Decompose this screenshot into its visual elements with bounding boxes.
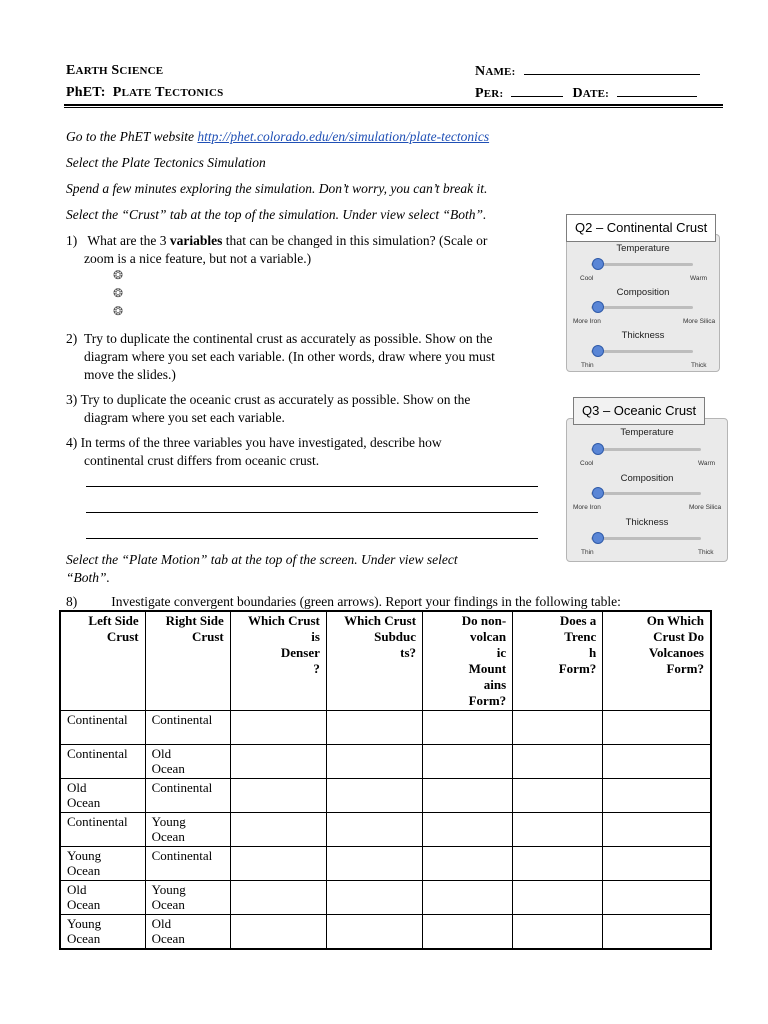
crust-cell-line: Continental [67,814,128,829]
answer-cell[interactable] [603,847,711,881]
answer-cell[interactable] [326,711,422,745]
intro-line-3: Spend a few minutes exploring the simulation. Don’t worry, you can’t break it. [66,181,488,196]
course-title: EARTH SCIENCE [66,63,164,78]
answer-line-1[interactable] [86,486,538,487]
crust-cell-line: Young [151,882,186,897]
thickness-label: Thickness [625,517,669,528]
question-2: 2) Try to duplicate the continental crust as accurately as possible. Show on the diagram where you set each variable. (In other words, draw where you must move the slides.) [66,331,495,382]
column-header-line: Form? [666,661,704,676]
answer-line-3[interactable] [86,538,538,539]
column-header-line: Form? [468,693,507,708]
table-row [60,881,711,915]
temperature-thumb[interactable] [592,443,604,455]
crust-cell-line: Continental [67,746,128,761]
crust-cell [145,915,230,950]
answer-cell[interactable] [513,745,603,779]
crust-cell-line: Ocean [67,795,101,810]
crust-cell-line: Ocean [67,863,101,878]
answer-cell[interactable] [423,711,513,745]
warm-label: Warm [698,460,716,467]
thickness-slider[interactable] [591,537,701,540]
answer-cell[interactable] [603,813,711,847]
answer-cell[interactable] [513,881,603,915]
more-iron-label: More Iron [573,504,601,511]
crust-cell [60,779,145,813]
column-header-line: ? [313,661,320,676]
crust-cell-line: Continental [151,848,213,863]
crust-cell-line: Continental [151,780,213,795]
date-blank[interactable] [617,84,697,97]
warm-label: Warm [690,275,708,282]
temperature-slider[interactable] [591,448,701,451]
thickness-slider[interactable] [591,350,693,353]
table-row [60,711,711,745]
question-8: 8) Investigate convergent boundaries (green arrows). Report your findings in the following table: [66,594,621,609]
thin-label: Thin [581,362,594,369]
crust-cell-line: Ocean [151,931,185,946]
answer-cell[interactable] [513,847,603,881]
table-row [60,847,711,881]
intro-line-4: Select the “Crust” tab at the top of the simulation. Under view select “Both”. [66,207,487,222]
cool-label: Cool [580,275,594,282]
answer-cell[interactable] [603,881,711,915]
answer-cell[interactable] [513,915,603,950]
column-header-line: ains [483,677,507,692]
crust-cell [60,745,145,779]
answer-cell[interactable] [230,813,326,847]
question-4: 4) In terms of the three variables you have investigated, describe how continental crust differs from oceanic crust. [66,435,442,468]
answer-cell[interactable] [603,915,711,950]
answer-cell[interactable] [326,915,422,950]
crust-cell [145,711,230,745]
answer-cell[interactable] [423,813,513,847]
answer-cell[interactable] [326,779,422,813]
composition-thumb[interactable] [592,487,604,499]
column-header [145,611,230,711]
column-header-line: Crust Do [653,629,704,644]
column-header-line: is [311,629,320,644]
composition-thumb[interactable] [592,301,604,313]
answer-bullet-1: ❂ [113,268,124,282]
column-header-line: Right Side [165,613,224,628]
crust-cell-line: Ocean [67,931,101,946]
crust-cell [60,813,145,847]
answer-cell[interactable] [230,711,326,745]
answer-cell[interactable] [230,779,326,813]
crust-cell-line: Young [67,848,102,863]
column-header [230,611,326,711]
plate-motion-instruction: Select the “Plate Motion” tab at the top of the screen. Under view select “Both”. [66,552,458,585]
more-silica-label: More Silica [689,504,722,511]
crust-cell-line: Ocean [151,897,185,912]
column-header-line: ts? [400,645,417,660]
name-blank[interactable] [524,62,700,75]
column-header-line: ic [496,645,507,660]
column-header-line: Subduc [374,629,417,644]
column-header-line: Form? [558,661,597,676]
answer-cell[interactable] [326,745,422,779]
column-header-line: Do non- [461,613,507,628]
per-blank[interactable] [511,84,563,97]
column-header-line: Volcanoes [648,645,704,660]
composition-label: Composition [620,473,674,484]
q3-panel-title: Q3 – Oceanic Crust [573,397,705,425]
thick-label: Thick [698,549,714,556]
answer-cell[interactable] [326,847,422,881]
answer-cell[interactable] [230,915,326,950]
composition-slider[interactable] [591,306,693,309]
column-header-line: Crust [106,629,139,644]
crust-cell-line: Old [67,882,87,897]
answer-cell[interactable] [326,881,422,915]
name-field[interactable]: NAME: [475,62,700,80]
answer-cell[interactable] [326,813,422,847]
crust-cell [145,881,230,915]
column-header-line: Which Crust [248,613,320,628]
crust-cell [60,915,145,950]
more-silica-label: More Silica [683,318,716,325]
column-header-line: h [589,645,597,660]
oceanic-crust-panel [566,418,728,562]
crust-cell [145,847,230,881]
crust-cell-line: Ocean [67,897,101,912]
temperature-label: Temperature [620,427,674,438]
crust-cell-line: Ocean [151,761,185,776]
column-header [60,611,145,711]
crust-cell-line: Old [151,746,172,761]
convergent-boundaries-table [59,610,712,950]
column-header-line: Does a [559,613,597,628]
temperature-thumb[interactable] [592,258,604,270]
column-header [326,611,422,711]
composition-slider[interactable] [591,492,701,495]
answer-cell[interactable] [603,745,711,779]
answer-cell[interactable] [513,779,603,813]
answer-cell[interactable] [603,711,711,745]
column-header-line: Left Side [88,613,139,628]
answer-cell[interactable] [423,779,513,813]
crust-cell [60,711,145,745]
crust-cell [145,779,230,813]
thickness-thumb[interactable] [592,345,604,357]
crust-cell [60,881,145,915]
column-header-line: On Which [646,613,704,628]
table-row [60,779,711,813]
column-header-line: volcan [470,629,507,644]
question-3: 3) Try to duplicate the oceanic crust as accurately as possible. Show on the diagram where you set each variable. [66,392,471,425]
column-header [603,611,711,711]
more-iron-label: More Iron [573,318,601,325]
table-row [60,813,711,847]
column-header [513,611,603,711]
thickness-label: Thickness [621,330,665,341]
answer-cell[interactable] [423,881,513,915]
column-header-line: Mount [468,661,507,676]
q2-panel-title: Q2 – Continental Crust [566,214,716,242]
unit-title: PhET: PLATE TECTONICS [66,85,224,100]
intro-line-1: Go to the PhET website http://phet.colorado.edu/en/simulation/plate-tectonics [66,129,490,144]
answer-cell[interactable] [513,711,603,745]
temperature-label: Temperature [616,243,670,254]
crust-cell-line: Young [151,814,186,829]
thin-label: Thin [581,549,594,556]
table-header-row [60,611,711,711]
answer-bullet-2: ❂ [113,286,124,300]
answer-cell[interactable] [513,813,603,847]
column-header-line: Crust [191,629,224,644]
column-header-line: Denser [280,645,320,660]
crust-cell [145,813,230,847]
per-date-field[interactable]: PER: DATE: [475,84,697,102]
answer-cell[interactable] [603,779,711,813]
continental-crust-panel [566,234,720,372]
cool-label: Cool [580,460,594,467]
column-header [423,611,513,711]
answer-cell[interactable] [230,745,326,779]
answer-cell[interactable] [230,881,326,915]
composition-label: Composition [616,287,670,298]
answer-cell[interactable] [230,847,326,881]
table-row [60,915,711,950]
answer-cell[interactable] [423,915,513,950]
crust-cell-line: Ocean [151,829,185,844]
question-1: 1) What are the 3 variables that can be changed in this simulation? (Scale or zoom is a nice feature, but not a variable.) [66,233,488,266]
header-rule [64,104,723,106]
crust-cell-line: Old [151,916,172,931]
header-rule-thin [64,107,723,108]
table-row [60,745,711,779]
thickness-thumb[interactable] [592,532,604,544]
crust-cell-line: Young [67,916,102,931]
crust-cell-line: Continental [67,712,128,727]
crust-cell-line: Old [67,780,87,795]
crust-cell [60,847,145,881]
answer-line-2[interactable] [86,512,538,513]
intro-line-2: Select the Plate Tectonics Simulation [66,155,266,170]
answer-bullet-3: ❂ [113,304,124,318]
crust-cell-line: Continental [151,712,213,727]
phet-link[interactable]: http://phet.colorado.edu/en/simulation/plate-tectonics [197,129,490,144]
column-header-line: Trenc [564,629,597,644]
column-header-line: Which Crust [344,613,417,628]
answer-cell[interactable] [423,847,513,881]
thick-label: Thick [691,362,707,369]
temperature-slider[interactable] [591,263,693,266]
answer-cell[interactable] [423,745,513,779]
crust-cell [145,745,230,779]
